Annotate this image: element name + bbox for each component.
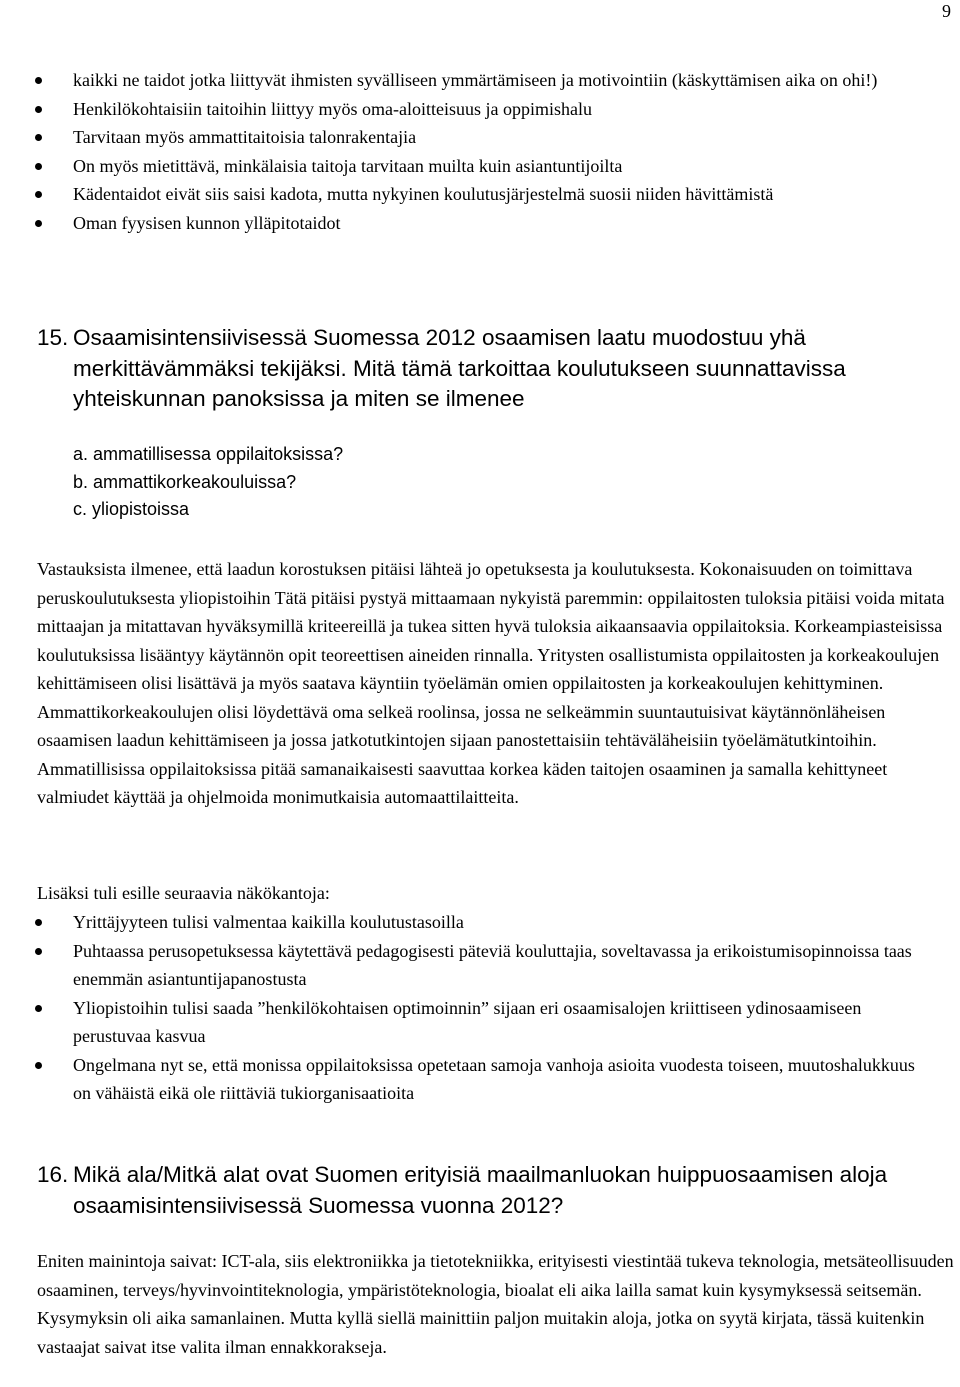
bullet-icon xyxy=(35,948,42,955)
bullet-list-views xyxy=(0,908,930,1108)
subitem-a: a. ammatillisessa oppilaitoksissa? xyxy=(73,444,344,464)
list-item-text: Tarvitaan myös ammattitaitoisia talonrakentajia xyxy=(73,127,417,147)
list-item xyxy=(0,123,930,152)
list-item-text: Ongelmana nyt se, että monissa oppilaitoksissa opetetaan samoja vanhoja asioita vuodesta toiseen, muutoshalukkuus on vähäistä eikä ole riittäviä tukiorganisaatioita xyxy=(73,1054,915,1103)
bullet-icon xyxy=(35,163,42,170)
bullet-list-skills xyxy=(0,66,930,237)
bullet-icon xyxy=(35,77,42,84)
subitem-c: c. yliopistoissa xyxy=(73,499,190,519)
list-item-text: Kädentaidot eivät siis saisi kadota, mutta nykyinen koulutusjärjestelmä suosii niiden hävittämistä xyxy=(73,184,774,204)
list-item-text: Puhtaassa perusopetuksessa käytettävä pedagogisesti päteviä kouluttajia, soveltavassa ja erikoistumisopinnoissa taas enemmän asiantuntijapanostusta xyxy=(73,940,912,989)
list-item xyxy=(0,66,930,95)
list-item-text: On myös mietittävä, minkälaisia taitoja tarvitaan muilta kuin asiantuntijoilta xyxy=(73,155,623,176)
question-16 xyxy=(37,1160,947,1221)
list-item xyxy=(0,180,930,209)
page-number: 9 xyxy=(942,1,951,21)
list-item-text: Oman fyysisen kunnon ylläpitotaidot xyxy=(73,212,341,233)
list-item xyxy=(0,152,930,181)
bullet-icon xyxy=(35,1062,42,1069)
subitem-b: b. ammattikorkeakouluissa? xyxy=(73,471,297,492)
question-text: Osaamisintensiivisessä Suomessa 2012 osaamisen laatu muodostuu yhä merkittävämmäksi tekijäksi. Mitä tämä tarkoittaa koulutukseen suunnattavissa yhteiskunnan panoksissa ja miten se ilmenee xyxy=(73,325,846,411)
question-15 xyxy=(37,323,937,415)
views-intro: Lisäksi tuli esille seuraavia näkökantoja: xyxy=(37,883,330,903)
bullet-icon xyxy=(35,919,42,926)
question-number: 16. xyxy=(37,1162,69,1187)
answer-16-paragraph: Eniten mainintoja saivat: ICT-ala, siis elektroniikka ja tietotekniikka, erityisesti viestintää tukeva teknologia, metsäteollisuuden osaaminen, terveys/hyvinvointiteknologia, ympäristöteknologia, bioalat eli aika lailla samat kuin kysymyksessä seitsemän. Kysymyksin oli aika samanlainen. Mutta kyllä siellä mainittiin paljon muitakin aloja, jotka on syytä kirjata, tässä kuitenkin vastaajat saivat itse valita ilman ennakkorakseja. xyxy=(37,1251,954,1357)
bullet-icon xyxy=(35,1005,42,1012)
list-item xyxy=(0,1051,930,1108)
answer-15-paragraph: Vastauksista ilmenee, että laadun korostuksen pitäisi lähteä jo opetuksesta ja koulutuksesta. Kokonaisuuden on toimittava peruskoulutuksesta yliopistoihin Tätä pitäisi pystyä mittaamaan nykyistä paremmin: oppilaitosten tuloksia pitäisi voida mitata mittaajan ja mitattavan hyväksymillä kriteereillä ja tukea sitten hyvä tuloksia aikaansaavia oppilaitoksia. Korkeampiasteisissa koulutuksissa lisääntyy käytännön opit teoreettisen aineiden rinnalla. Yritysten osallistumista oppilaitosten ja korkeakoulujen kehittämiseen olisi lisättävä ja myös saatava käyntiin työelämän omien oppilaitosten ja korkeakoulujen kehittyminen. Ammattikorkeakoulujen olisi löydettävä oma selkeä roolinsa, jossa ne selkeämmin suuntautuisivat käytännönläheisen osaamisen laadun kehittämiseen ja jossa jatkotutkintojen sijaan panostettaisiin tehtäväläheisiin työelämätutkintoihin. Ammatillisissa oppilaitoksissa pitää samanaikaisesti saavuttaa korkea käden taitojen osaaminen ja samalla kehittyneet valmiudet käyttää ja ohjelmoida monimutkaisia automaattilaitteita. xyxy=(37,559,945,807)
list-item xyxy=(0,209,930,238)
question-number: 15. xyxy=(37,325,69,350)
list-item xyxy=(0,937,930,994)
question-text: Mikä ala/Mitkä alat ovat Suomen erityisiä maailmanluokan huippuosaamisen aloja osaamisintensiivisessä Suomessa vuonna 2012? xyxy=(73,1162,888,1218)
list-item-text: kaikki ne taidot jotka liittyvät ihmisten syvälliseen ymmärtämiseen ja motivointiin (käskyttämisen aika on ohi!) xyxy=(73,70,878,90)
bullet-icon xyxy=(35,106,42,113)
list-item xyxy=(0,994,930,1051)
list-item-text: Yliopistoihin tulisi saada ”henkilökohtaisen optimoinnin” sijaan eri osaamisalojen kriittiseen ydinosaamiseen perustuvaa kasvua xyxy=(73,997,862,1046)
bullet-icon xyxy=(35,134,42,141)
bullet-icon xyxy=(35,191,42,198)
list-item xyxy=(0,95,930,124)
list-item xyxy=(0,908,930,937)
question-15-subitems xyxy=(73,441,343,524)
list-item-text: Yrittäjyyteen tulisi valmentaa kaikilla koulutustasoilla xyxy=(73,912,464,932)
bullet-icon xyxy=(35,220,42,227)
list-item-text: Henkilökohtaisiin taitoihin liittyy myös oma-aloitteisuus ja oppimishalu xyxy=(73,98,592,119)
